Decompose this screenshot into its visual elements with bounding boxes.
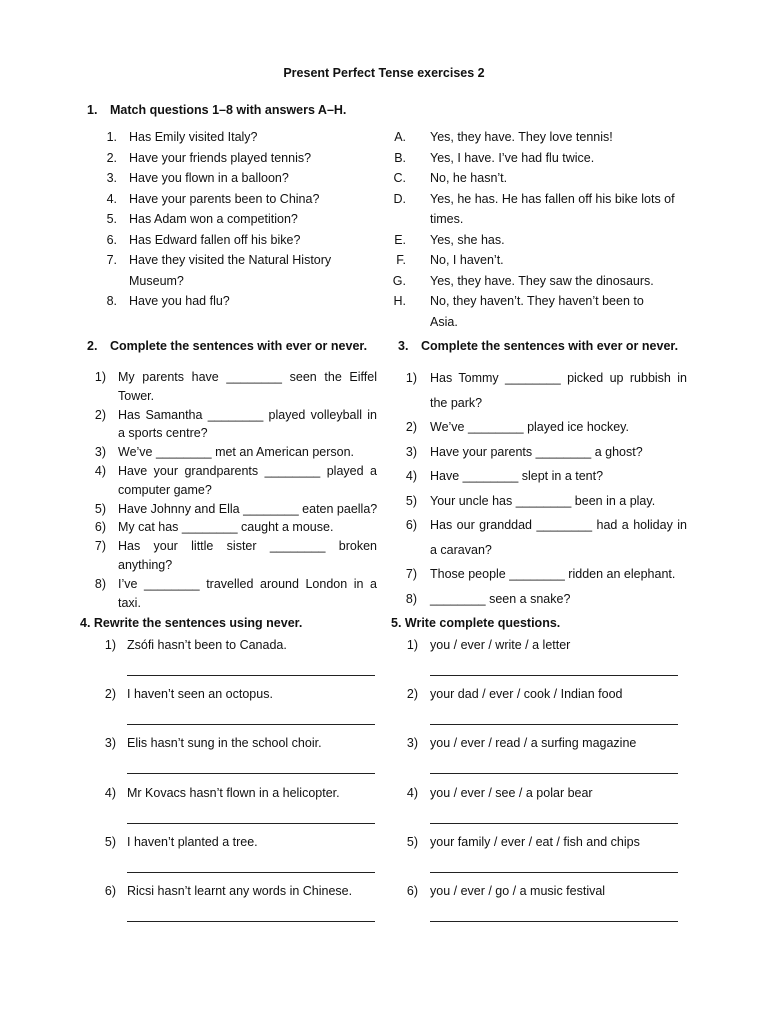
exercise-2-item-text: Have your grandparents ________ played a	[118, 464, 377, 478]
exercise-4-item-text: Elis hasn’t sung in the school choir.	[127, 736, 322, 751]
answer-item-text: times.	[430, 212, 464, 226]
answer-item-text: Yes, they have. They saw the dinosaurs.	[430, 273, 654, 288]
exercise-5-item-number: 4)	[406, 785, 418, 800]
exercise-4-item-number: 2)	[104, 687, 116, 702]
exercise-5-item-text: your dad / ever / cook / Indian food	[430, 687, 623, 702]
exercise-5-item-number: 6)	[406, 884, 418, 898]
exercise-2-item-text: My parents have ________ seen the Eiffel	[118, 370, 377, 384]
exercise-2-item-text: Has your little sister ________ broken	[118, 539, 377, 554]
exercise-2-item-text: a sports centre?	[118, 426, 208, 441]
answer-item-number: B.	[394, 150, 406, 165]
exercise-4-item-answer-line[interactable]	[127, 872, 375, 873]
exercise-3-item-number: 7)	[405, 567, 417, 581]
exercise-5-item-answer-line[interactable]	[430, 872, 678, 873]
question-item-text: Have your parents been to China?	[129, 191, 320, 206]
exercise-2-item-text: Has Samantha ________ played volleyball in	[118, 407, 377, 422]
exercise-3-item-text: the park?	[430, 395, 483, 410]
exercise-2-item-number: 3)	[94, 445, 106, 460]
exercise-2-heading: Complete the sentences with ever or never.	[110, 339, 368, 353]
exercise-2-item-number: 5)	[94, 501, 106, 516]
exercise-3-item-text: We’ve ________ played ice hockey.	[430, 420, 629, 434]
exercise-3-item-text: Your uncle has ________ been in a play.	[430, 493, 656, 508]
question-item-text: Museum?	[129, 273, 184, 288]
answer-item-text: Yes, I have. I’ve had flu twice.	[430, 150, 595, 165]
exercise-3-heading: Complete the sentences with ever or never.	[421, 339, 679, 353]
answer-item-number: A.	[394, 130, 406, 144]
exercise-5-item-number: 5)	[406, 834, 418, 849]
question-item-text: Has Adam won a competition?	[129, 212, 298, 226]
answer-item-text: Asia.	[430, 314, 458, 329]
answer-item-text: Yes, they have. They love tennis!	[430, 130, 613, 144]
exercise-2-item-number: 4)	[94, 464, 106, 478]
exercise-4-item-answer-line[interactable]	[127, 724, 375, 725]
question-item-text: Has Emily visited Italy?	[129, 130, 258, 144]
question-item-number: 1.	[106, 130, 117, 144]
exercise-4-item-text: Ricsi hasn’t learnt any words in Chinese.	[127, 884, 353, 898]
answer-item-text: No, he hasn’t.	[430, 171, 508, 185]
answer-item-text: Yes, he has. He has fallen off his bike lots of	[430, 191, 675, 206]
exercise-1-number: 1.	[87, 103, 98, 117]
exercise-3-item-text: Have your parents ________ a ghost?	[430, 444, 643, 459]
exercise-5-item-answer-line[interactable]	[430, 675, 678, 676]
exercise-4-item-text: I haven’t seen an octopus.	[127, 687, 273, 702]
question-item-text: Have you flown in a balloon?	[129, 171, 289, 185]
exercise-5-item-answer-line[interactable]	[430, 724, 678, 725]
exercise-4-item-number: 4)	[104, 785, 116, 800]
exercise-5-item-text: your family / ever / eat / fish and chips	[430, 834, 640, 849]
exercise-5-item-answer-line[interactable]	[430, 921, 678, 922]
exercise-5-item-text: you / ever / go / a music festival	[430, 884, 606, 898]
exercise-4-heading: 4. Rewrite the sentences using never.	[80, 616, 303, 630]
exercise-4-item-answer-line[interactable]	[127, 773, 375, 774]
question-item-number: 4.	[106, 191, 117, 206]
exercise-3-item-text: Has our granddad ________ had a holiday in	[430, 518, 687, 532]
exercise-4-item-number: 6)	[104, 884, 116, 898]
question-item-number: 5.	[106, 212, 117, 226]
exercise-3-item-text: a caravan?	[430, 542, 492, 557]
exercise-5-item-answer-line[interactable]	[430, 773, 678, 774]
exercise-4-item-number: 3)	[104, 736, 116, 751]
question-item-number: 3.	[106, 171, 117, 185]
exercise-5-item-text: you / ever / see / a polar bear	[430, 785, 593, 800]
exercise-3-item-number: 2)	[405, 420, 417, 434]
exercise-3-item-text: ________ seen a snake?	[430, 591, 571, 606]
exercise-3-item-number: 4)	[405, 469, 417, 483]
answer-item-number: G.	[392, 273, 406, 288]
exercise-3-item-number: 5)	[405, 493, 417, 508]
exercise-3-number: 3.	[398, 339, 409, 353]
exercise-3-item-number: 6)	[405, 518, 417, 532]
exercise-2-item-text: My cat has ________ caught a mouse.	[118, 520, 334, 535]
answer-item-number: H.	[393, 294, 406, 308]
question-item-number: 7.	[106, 253, 117, 267]
answer-item-text: Yes, she has.	[430, 232, 505, 247]
exercise-4-item-text: Mr Kovacs hasn’t flown in a helicopter.	[127, 785, 340, 800]
exercise-3-item-text: Those people ________ ridden an elephant.	[430, 567, 676, 581]
question-item-number: 6.	[106, 232, 117, 247]
exercise-2-item-number: 8)	[94, 576, 106, 591]
exercise-2-item-number: 6)	[94, 520, 106, 535]
exercise-2-item-text: I’ve ________ travelled around London in a	[118, 576, 377, 591]
exercise-3-item-text: Have ________ slept in a tent?	[430, 469, 604, 483]
exercise-5-item-number: 3)	[406, 736, 418, 751]
page-title: Present Perfect Tense exercises 2	[283, 66, 485, 80]
exercise-4-item-text: I haven’t planted a tree.	[127, 834, 258, 849]
exercise-2-item-text: We’ve ________ met an American person.	[118, 445, 355, 460]
answer-item-number: E.	[394, 232, 406, 247]
exercise-1-heading: Match questions 1–8 with answers A–H.	[110, 103, 347, 117]
exercise-3-item-number: 8)	[405, 591, 417, 606]
question-item-number: 2.	[106, 150, 117, 165]
exercise-4-item-number: 5)	[104, 834, 116, 849]
exercise-2-item-text: taxi.	[118, 595, 141, 610]
answer-item-number: D.	[393, 191, 406, 206]
exercise-4-item-answer-line[interactable]	[127, 823, 375, 824]
answer-item-text: No, they haven’t. They haven’t been to	[430, 294, 644, 308]
exercise-2-item-text: Have Johnny and Ella ________ eaten paella?	[118, 501, 378, 516]
exercise-3-item-number: 3)	[405, 444, 417, 459]
exercise-5-item-number: 1)	[406, 638, 418, 652]
question-item-number: 8.	[106, 294, 117, 308]
exercise-4-item-answer-line[interactable]	[127, 921, 375, 922]
exercise-3-item-text: Has Tommy ________ picked up rubbish in	[430, 371, 687, 385]
answer-item-number: F.	[396, 253, 406, 267]
exercise-4-item-number: 1)	[104, 638, 116, 652]
question-item-text: Have you had flu?	[129, 294, 230, 308]
answer-item-text: No, I haven’t.	[430, 253, 504, 267]
exercise-2-number: 2.	[87, 339, 98, 353]
exercise-5-item-text: you / ever / write / a letter	[430, 638, 571, 652]
answer-item-number: C.	[393, 171, 406, 185]
exercise-2-item-number: 1)	[94, 370, 106, 384]
exercise-5-item-text: you / ever / read / a surfing magazine	[430, 736, 637, 751]
exercise-2-item-text: computer game?	[118, 482, 212, 497]
question-item-text: Have they visited the Natural History	[129, 253, 332, 267]
exercise-2-item-number: 7)	[94, 539, 106, 554]
exercise-5-item-answer-line[interactable]	[430, 823, 678, 824]
exercise-2-item-number: 2)	[94, 407, 106, 422]
exercise-5-heading: 5. Write complete questions.	[391, 616, 561, 630]
exercise-4-item-text: Zsófi hasn’t been to Canada.	[127, 638, 287, 652]
exercise-2-item-text: anything?	[118, 557, 173, 572]
exercise-4-item-answer-line[interactable]	[127, 675, 375, 676]
question-item-text: Has Edward fallen off his bike?	[129, 232, 301, 247]
exercise-2-item-text: Tower.	[118, 388, 155, 403]
exercise-5-item-number: 2)	[406, 687, 418, 702]
exercise-3-item-number: 1)	[405, 371, 417, 385]
question-item-text: Have your friends played tennis?	[129, 150, 312, 165]
